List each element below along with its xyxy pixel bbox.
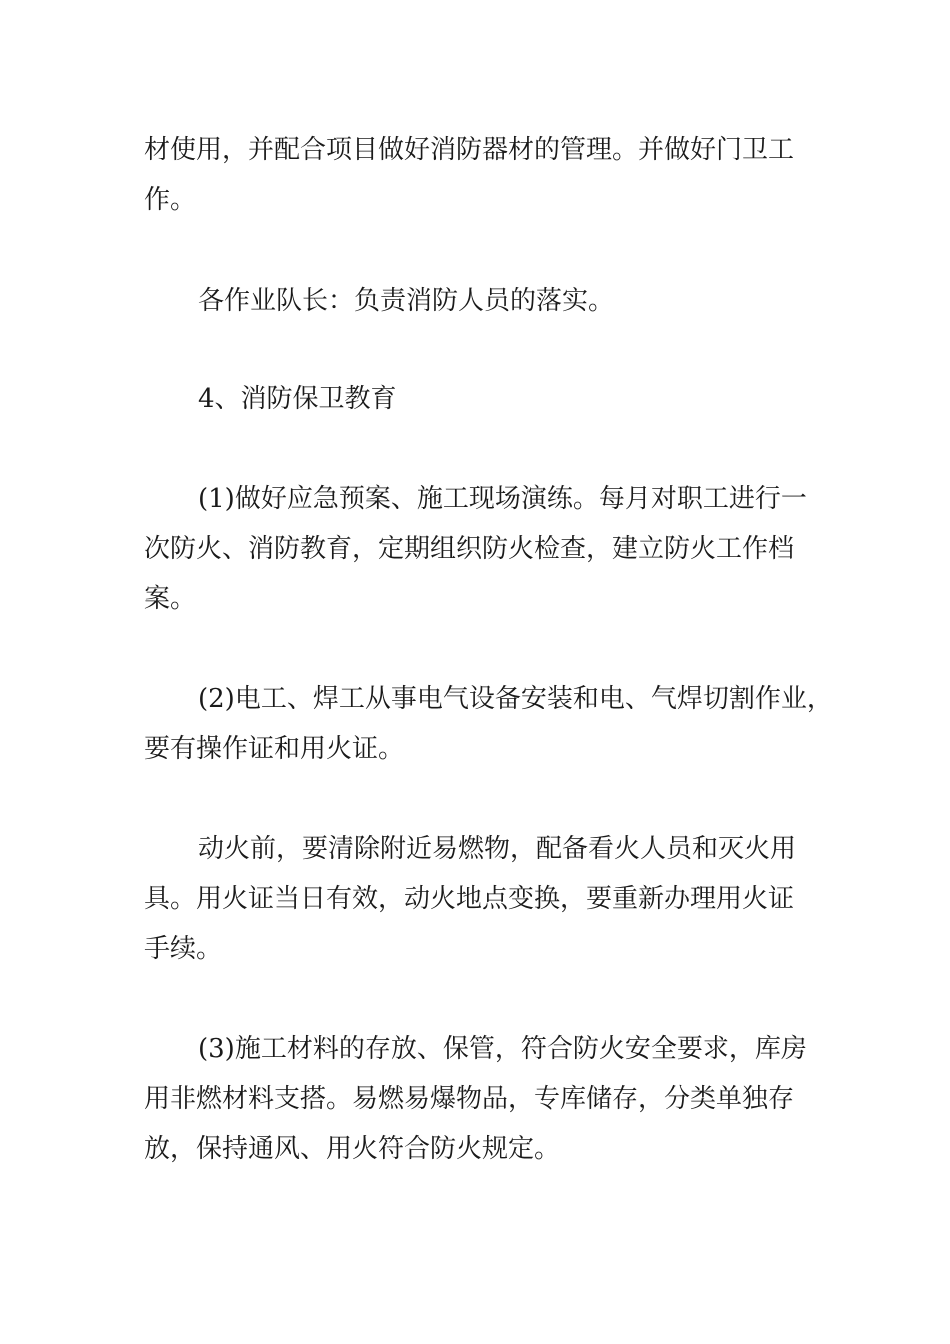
paragraph-hot-work <box>144 824 808 974</box>
text-line: 案。 <box>144 584 197 614</box>
text-line: 放，保持通风、用火符合防火规定。 <box>144 1134 561 1164</box>
text-line: (3)施工材料的存放、保管，符合防火安全要求，库房 <box>198 1034 807 1064</box>
text-line: 材使用，并配合项目做好消防器材的管理。并做好门卫工 <box>144 135 795 165</box>
section-heading-fire-education <box>144 374 808 424</box>
text-line: (1)做好应急预案、施工现场演练。每月对职工进行一 <box>198 484 807 514</box>
text-line: 作。 <box>144 185 197 215</box>
text-line: (2)电工、焊工从事电气设备安装和电、气焊切割作业， <box>198 684 833 714</box>
paragraph-fire-equipment <box>144 125 808 225</box>
text-line: 具。用火证当日有效，动火地点变换，要重新办理用火证 <box>144 884 795 914</box>
text-line: 要有操作证和用火证。 <box>144 734 405 764</box>
text-line: 各作业队长：负责消防人员的落实。 <box>198 286 615 316</box>
text-line: 手续。 <box>144 934 223 964</box>
text-line: 用非燃材料支搭。易燃易爆物品，专库储存，分类单独存 <box>144 1084 795 1114</box>
text-line: 次防火、消防教育，定期组织防火检查，建立防火工作档 <box>144 534 795 564</box>
paragraph-item-2 <box>144 674 833 774</box>
paragraph-item-3 <box>144 1024 808 1174</box>
text-line: 动火前，要清除附近易燃物，配备看火人员和灭火用 <box>198 834 797 864</box>
text-line: 4、消防保卫教育 <box>198 384 397 414</box>
paragraph-item-1 <box>144 474 808 624</box>
paragraph-team-leaders <box>144 276 808 326</box>
